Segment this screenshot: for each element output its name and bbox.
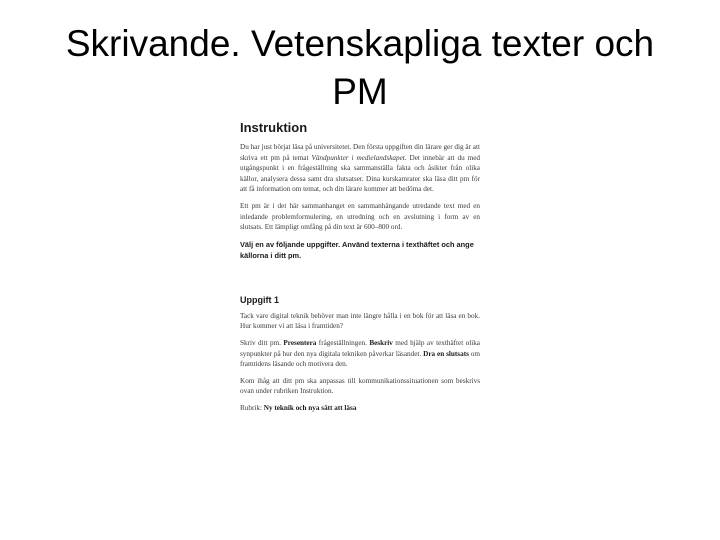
task-intro: Tack vare digital teknik behöver man inte längre hålla i en bok för att läsa en bok. Hur kommer vi att läsa i framtiden? [240, 311, 480, 331]
intro-paragraph [240, 142, 480, 195]
instruction-paragraph: Välj en av följande uppgifter. Använd texterna i texthäftet och ange källorna i ditt pm. [240, 239, 474, 260]
write-describe: Beskriv [369, 338, 393, 347]
task-write-paragraph [240, 338, 480, 370]
write-conclude: Dra en slutsats [423, 349, 469, 358]
write-text-2: frågeställningen. [316, 338, 370, 347]
intro-before: Du har just börjat läsa på universitetet. Den första uppgiften din lärare ger dig är att skriva ett pm på temat [240, 143, 480, 162]
rubric-label: Rubrik: [240, 403, 264, 412]
write-text-3: med hjälp av texthäftet olika synpunkter på hur den nya digitala tekniken påverkar läsandet. [240, 338, 480, 358]
document-heading: Instruktion [240, 120, 308, 135]
task-reminder: Kom ihåg att ditt pm ska anpassas till kommunikationssituationen som beskrivs ovan under rubriken Instruktion. [240, 376, 480, 396]
intro-theme: Vändpunkter i medielandskapet [311, 153, 405, 162]
task-heading: Uppgift 1 [240, 294, 279, 305]
document-excerpt [240, 120, 480, 420]
write-text-4: om framtidens läsande och motivera den. [240, 349, 480, 369]
task-rubric [240, 403, 480, 414]
intro-after: . Det innebär att du med utgångspunkt i en frågeställning ska sammanställa fakta och åsikter från olika källor, analysera dessa samt dra slutsatser. Dina kurskamrater ska läsa ditt pm för att få information om temat, och din lärare kommer att bedöma det. [240, 153, 480, 194]
write-text-1: Skriv ditt pm. [240, 338, 284, 347]
rubric-value: Ny teknik och nya sätt att läsa [263, 403, 357, 412]
definition-paragraph: Ett pm är i det här sammanhanget en sammanhängande utredande text med en inledande problemformulering, en utredning och en avslutning i form av en slutsats. Ett lämpligt omfång på din text är 600–800 ord. [240, 201, 480, 232]
slide-title-line-1: Skrivande. Vetenskapliga texter och [65, 23, 655, 64]
write-present: Presentera [283, 338, 317, 347]
slide-title-line-2: PM [332, 71, 388, 112]
spacer [240, 267, 480, 295]
slide-title [40, 20, 680, 116]
